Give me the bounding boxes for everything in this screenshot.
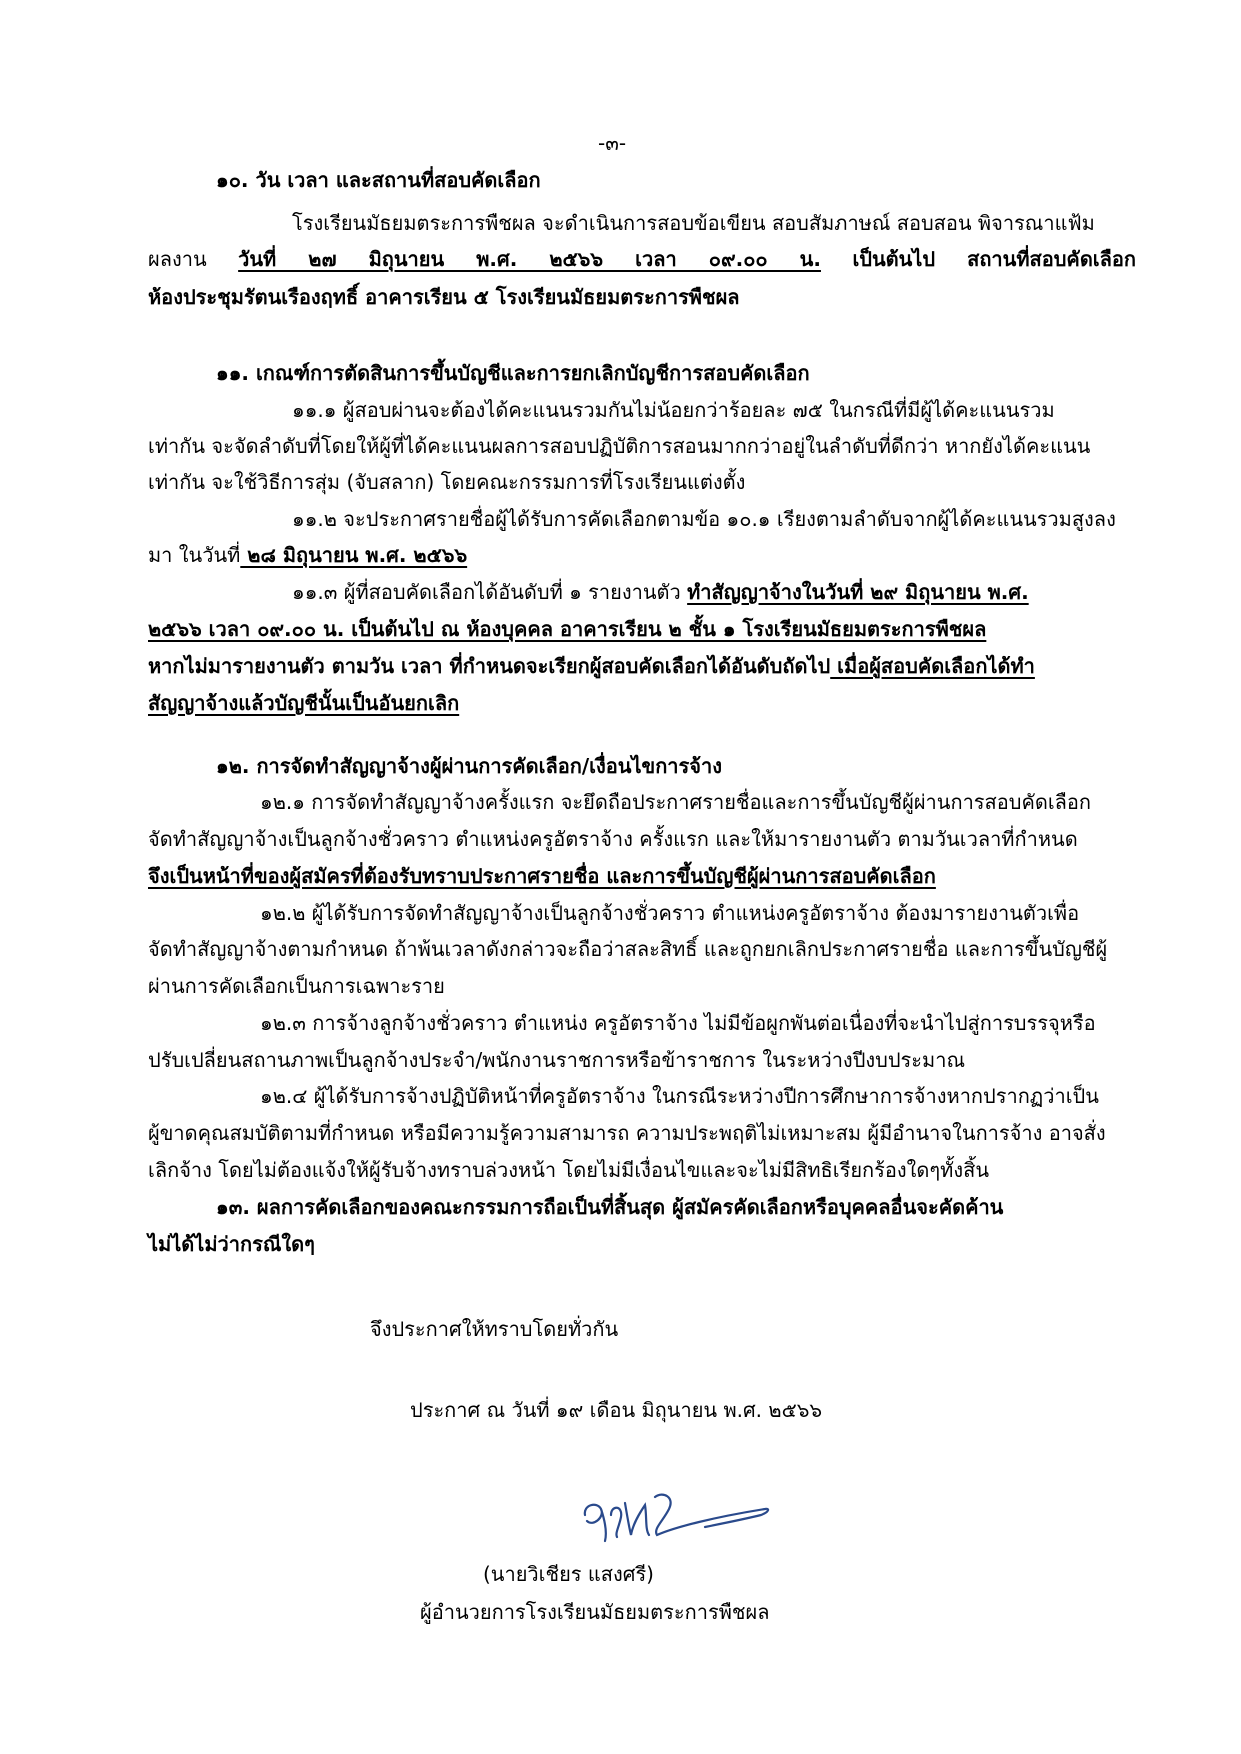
section-11-3-text: สัญญาจ้างแล้วบัญชีนั้นเป็นอันยกเลิก: [148, 691, 460, 715]
section-12-1-text: ๑๒.๑ การจัดทำสัญญาจ้างครั้งแรก จะยึดถือประกาศรายชื่อและการขึ้นบัญชีผู้ผ่านการสอบคัดเลือก: [260, 790, 1092, 814]
signer-title: ผู้อำนวยการโรงเรียนมัธยมตระการพืชผล: [420, 1600, 770, 1624]
exam-venue: ห้องประชุมรัตนเรืองฤทธิ์ อาคารเรียน ๕ โรงเรียนมัธยมตระการพืชผล: [148, 285, 740, 309]
section-10-datetime-line: [148, 244, 1136, 274]
section-11-2-text: ๑๑.๒ จะประกาศรายชื่อผู้ได้รับการคัดเลือกตามข้อ ๑๐.๑ เรียงตามลำดับจากผู้ได้คะแนนรวมสูงลง: [292, 507, 1116, 531]
section-11-3-text: ๑๑.๓ ผู้ที่สอบคัดเลือกได้อันดับที่ ๑ รายงานตัว: [292, 580, 688, 604]
section-10-text: ผลงาน: [148, 247, 207, 271]
section-11-1-text: ๑๑.๑ ผู้สอบผ่านจะต้องได้คะแนนรวมกันไม่น้อยกว่าร้อยละ ๗๕ ในกรณีที่มีผู้ได้คะแนนรวม: [292, 398, 1055, 422]
announce-text: จึงประกาศให้ทราบโดยทั่วกัน: [370, 1317, 619, 1341]
section-12-2-text: ผ่านการคัดเลือกเป็นการเฉพาะราย: [148, 974, 445, 998]
section-11-2-text: มา ในวันที่: [148, 543, 241, 567]
section-13-text: ๑๓. ผลการคัดเลือกของคณะกรรมการถือเป็นที่สิ้นสุด ผู้สมัครคัดเลือกหรือบุคคลอื่นจะคัดค้าน: [216, 1195, 1004, 1219]
signer-name: (นายวิเชียร แสงศรี): [483, 1562, 654, 1586]
announcement-date-line: ประกาศ ณ วันที่ ๑๙ เดือน มิถุนายน พ.ศ. ๒๕๖๖: [410, 1398, 823, 1422]
signature-stroke: [655, 1495, 768, 1535]
section-11-3-text: หากไม่มารายงานตัว ตามวัน เวลา ที่กำหนดจะเรียกผู้สอบคัดเลือกได้อันดับถัดไป: [148, 654, 831, 678]
section-11-3-line: [148, 651, 1035, 681]
section-11-2-date-line: [148, 540, 467, 570]
section-11-1-text: เท่ากัน จะจัดลำดับที่โดยให้ผู้ที่ได้คะแนนผลการสอบปฏิบัติการสอนมากกว่าอยู่ในลำดับที่ดีกว่า หากยังได้คะแนน: [148, 434, 1091, 458]
section-11-heading: ๑๑. เกณฑ์การตัดสินการขึ้นบัญชีและการยกเลิกบัญชีการสอบคัดเลือก: [216, 361, 810, 385]
section-11-3-line: [292, 577, 1029, 607]
page-number: -๓-: [598, 131, 627, 155]
exam-date: วันที่ ๒๗ มิถุนายน พ.ศ. ๒๕๖๖ เวลา ๐๙.๐๐ น.: [238, 247, 821, 271]
contract-date: ทำสัญญาจ้างในวันที่ ๒๙ มิถุนายน พ.ศ.: [687, 580, 1029, 604]
signature-stroke: [585, 1505, 606, 1541]
section-12-1-text: จัดทำสัญญาจ้างเป็นลูกจ้างชั่วคราว ตำแหน่งครูอัตราจ้าง ครั้งแรก และให้มารายงานตัว ตามวันเวลาที่กำหนด: [148, 827, 1078, 851]
signature-stroke: [611, 1503, 649, 1537]
section-12-1-text: จึงเป็นหน้าที่ของผู้สมัครที่ต้องรับทราบประกาศรายชื่อ และการขึ้นบัญชีผู้ผ่านการสอบคัดเลือก: [148, 864, 936, 888]
section-12-heading: ๑๒. การจัดทำสัญญาจ้างผู้ผ่านการคัดเลือก/เงื่อนไขการจ้าง: [216, 754, 722, 778]
section-12-2-text: ๑๒.๒ ผู้ได้รับการจัดทำสัญญาจ้างเป็นลูกจ้างชั่วคราว ตำแหน่งครูอัตราจ้าง ต้องมารายงานตัวเพื่อ: [260, 901, 1080, 925]
section-12-4-text: ๑๒.๔ ผู้ได้รับการจ้างปฏิบัติหน้าที่ครูอัตราจ้าง ในกรณีระหว่างปีการศึกษาการจ้างหากปรากฏว่าเป็น: [260, 1084, 1099, 1108]
section-12-3-text: ปรับเปลี่ยนสถานภาพเป็นลูกจ้างประจำ/พนักงานราชการหรือข้าราชการ ในระหว่างปีงบประมาณ: [148, 1048, 966, 1072]
section-12-4-text: ผู้ขาดคุณสมบัติตามที่กำหนด หรือมีความรู้ความสามารถ ความประพฤติไม่เหมาะสม ผู้มีอำนาจในการจ้าง อาจสั่ง: [148, 1121, 1106, 1145]
section-13-text: ไม่ได้ไม่ว่ากรณีใดๆ: [148, 1232, 315, 1256]
announcement-date: ๒๘ มิถุนายน พ.ศ. ๒๕๖๖: [240, 543, 468, 567]
signature-image: [565, 1475, 785, 1545]
contract-venue: ๒๕๖๖ เวลา ๐๙.๐๐ น. เป็นต้นไป ณ ห้องบุคคล อาคารเรียน ๒ ชั้น ๑ โรงเรียนมัธยมตระการพืชผล: [148, 617, 987, 641]
section-12-2-text: จัดทำสัญญาจ้างตามกำหนด ถ้าพ้นเวลาดังกล่าวจะถือว่าสละสิทธิ์ และถูกยกเลิกประกาศรายชื่อ และการขึ้นบัญชีผู้: [148, 937, 1108, 961]
section-12-4-text: เลิกจ้าง โดยไม่ต้องแจ้งให้ผู้รับจ้างทราบล่วงหน้า โดยไม่มีเงื่อนไขและจะไม่มีสิทธิเรียกร้องใดๆทั้งสิ้น: [148, 1158, 989, 1182]
section-11-3-text: เมื่อผู้สอบคัดเลือกได้ทำ: [830, 654, 1035, 678]
section-12-3-text: ๑๒.๓ การจ้างลูกจ้างชั่วคราว ตำแหน่ง ครูอัตราจ้าง ไม่มีข้อผูกพันต่อเนื่องที่จะนำไปสู่การบรรจุหรือ: [260, 1011, 1096, 1035]
section-11-1-text: เท่ากัน จะใช้วิธีการสุ่ม (จับสลาก) โดยคณะกรรมการที่โรงเรียนแต่งตั้ง: [148, 470, 746, 494]
section-10-text: เป็นต้นไป สถานที่สอบคัดเลือก: [852, 247, 1136, 271]
section-10-heading: ๑๐. วัน เวลา และสถานที่สอบคัดเลือก: [216, 168, 541, 192]
section-10-text: โรงเรียนมัธยมตระการพืชผล จะดำเนินการสอบข้อเขียน สอบสัมภาษณ์ สอบสอน พิจารณาแฟ้ม: [292, 211, 1095, 235]
